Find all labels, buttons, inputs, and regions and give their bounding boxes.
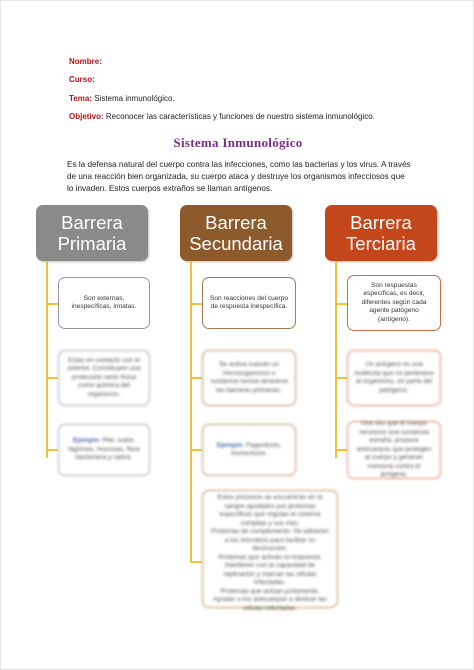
curso-label: Curso: <box>69 75 95 84</box>
heading-line-1: Barrera <box>205 212 267 233</box>
objetivo-line <box>69 112 375 121</box>
card-text <box>65 437 143 463</box>
tema-line <box>69 94 175 103</box>
secundaria-bottom-card <box>202 490 338 612</box>
card-text: Son externas, inespecíficas, innatas. <box>71 294 137 310</box>
ejemplo-text: Piel, sudor, lágrimas, mucosas, flora bacteriana y saliva. <box>68 437 140 462</box>
terciaria-card-1 <box>347 275 441 331</box>
card-text: Estas en contacto con el exterior. Constituyen una protección tanto física como química del organismo. <box>67 356 141 398</box>
card-text: Son reacciones del cuerpo de respuesta inespecífica. <box>209 294 289 310</box>
curso-line <box>69 75 95 84</box>
heading-line-1: Barrera <box>61 212 123 233</box>
heading-line-2: Primaria <box>57 233 127 254</box>
terciaria-card-3 <box>347 421 441 479</box>
bottom-card-text-4: Proteínas que actúan juntamente. Ayudan a los anticuerpos a destruir las células infectadas. <box>213 587 327 612</box>
primaria-card-1 <box>58 277 150 329</box>
connector-branch <box>46 449 58 451</box>
connector-branch <box>335 377 347 379</box>
ejemplo-label: Ejemplo: <box>72 437 101 445</box>
card-text <box>209 442 289 459</box>
tema-value: Sistema inmunológico. <box>94 94 175 103</box>
barrier-primaria-heading <box>36 205 148 261</box>
barrier-terciaria-heading <box>325 205 437 261</box>
secundaria-card-1 <box>202 277 296 329</box>
objetivo-label: Objetivo: <box>69 112 104 121</box>
connector-branch <box>190 561 202 563</box>
terciaria-card-2 <box>347 350 441 406</box>
heading-line-2: Terciaria <box>346 233 416 254</box>
primaria-card-2 <box>58 350 150 406</box>
intro-paragraph: Es la defensa natural del cuerpo contra las infecciones, como las bacterias y los virus. A través de una reacción bien organizada, su cuerpo ataca y destruye los organismos infecciosos que lo invaden. Estos cuerpos extraños se llaman antígenos. <box>67 160 411 193</box>
primaria-card-3 <box>58 424 150 476</box>
secundaria-card-2 <box>202 350 296 406</box>
connector-branch <box>190 303 202 305</box>
barrier-secundaria-heading <box>180 205 292 261</box>
card-text: Un antígeno es una molécula que no pertenece al organismo, en parte del patógeno. <box>354 361 434 394</box>
objetivo-value: Reconocer las características y funciones de nuestro sistema inmunológico. <box>105 112 375 121</box>
connector-primaria <box>46 261 48 458</box>
ejemplo-label: Ejemplo: <box>216 441 245 449</box>
card-text: Son respuestas específicas, es decir, diferentes según cada agente patógeno (antígeno). <box>361 281 427 323</box>
document-title: Sistema Inmunológico <box>173 135 303 150</box>
heading-line-2: Secundaria <box>189 233 283 254</box>
connector-secundaria <box>190 261 192 563</box>
nombre-label: Nombre: <box>69 57 102 66</box>
bottom-card-text-3: Proteínas que activan la respuesta. Interfieren con la capacidad de replicación y marcan las células infectadas. <box>218 553 322 586</box>
bottom-card-text-2: Proteínas de complemento: Se adhieren a los microbios para facilitar su destrucción. <box>210 528 330 552</box>
tema-label: Tema: <box>69 94 92 103</box>
connector-branch <box>335 449 347 451</box>
heading-line-1: Barrera <box>350 212 412 233</box>
connector-branch <box>46 303 58 305</box>
connector-branch <box>190 449 202 451</box>
connector-branch <box>190 377 202 379</box>
nombre-line <box>69 57 102 66</box>
card-text: Una vez que el cuerpo reconoce una sustancia extraña, produce anticuerpos que protegen al cuerpo y generan memoria contra el antígeno. <box>356 420 432 479</box>
connector-branch <box>335 303 347 305</box>
card-text: Se activa cuando un microorganismo o sustancia nociva atraviesa las barreras primarias. <box>210 361 288 394</box>
bottom-card-text-1: Estos procesos se encuentran en la sangre ayudados por proteínas específicas que regulan el sistema complejo y sus vías. <box>217 494 323 527</box>
secundaria-card-3 <box>202 424 296 476</box>
connector-terciaria <box>335 261 337 458</box>
ejemplo-text: Fagocitosis, monocitosis. <box>230 441 282 457</box>
connector-branch <box>46 377 58 379</box>
